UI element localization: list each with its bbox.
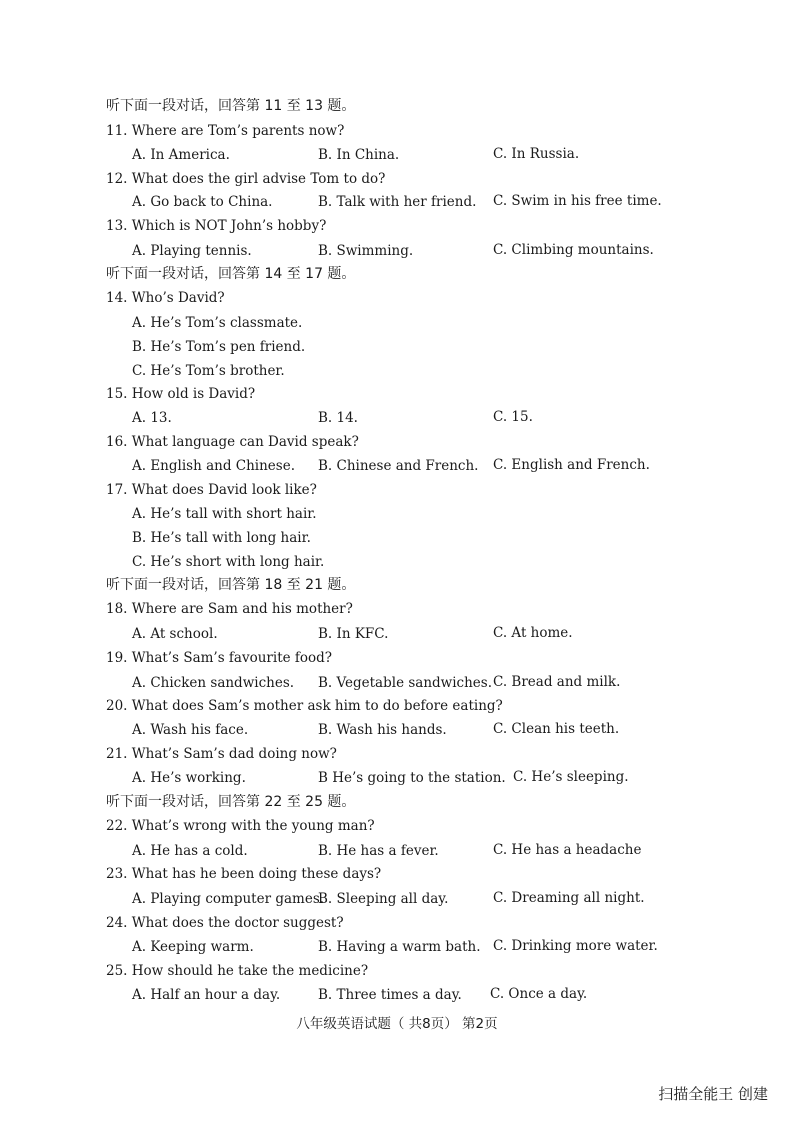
option-18-a: A. At school. xyxy=(132,626,218,642)
option-16-b: B. Chinese and French. xyxy=(318,458,479,474)
option-23-b: B. Sleeping all day. xyxy=(318,891,449,907)
option-25-c: C. Once a day. xyxy=(490,986,588,1002)
option-15-b: B. 14. xyxy=(318,410,358,426)
option-23-a: A. Playing computer games. xyxy=(132,891,325,907)
option-23-c: C. Dreaming all night. xyxy=(493,890,645,906)
option-24-b: B. Having a warm bath. xyxy=(318,939,481,955)
option-11-c: C. In Russia. xyxy=(493,146,580,162)
option-21-b: B He’s going to the station. xyxy=(318,770,506,786)
question-23: 23. What has he been doing these days? xyxy=(106,866,382,882)
option-16-c: C. English and French. xyxy=(493,457,650,473)
option-19-c: C. Bread and milk. xyxy=(493,674,621,690)
question-21: 21. What’s Sam’s dad doing now? xyxy=(106,746,337,762)
option-21-c: C. He’s sleeping. xyxy=(513,769,629,785)
option-25-b: B. Three times a day. xyxy=(318,987,462,1003)
section-header: 听下面一段对话，回答第 22 至 25 题。 xyxy=(106,794,356,810)
option-13-c: C. Climbing mountains. xyxy=(493,242,654,258)
option-24-c: C. Drinking more water. xyxy=(493,938,658,954)
question-25: 25. How should he take the medicine? xyxy=(106,963,369,979)
option-20-c: C. Clean his teeth. xyxy=(493,721,620,737)
option-22-a: A. He has a cold. xyxy=(132,843,248,859)
option-17-c: C. He’s short with long hair. xyxy=(132,554,325,570)
question-22: 22. What’s wrong with the young man? xyxy=(106,818,375,834)
option-22-b: B. He has a fever. xyxy=(318,843,439,859)
option-20-b: B. Wash his hands. xyxy=(318,722,447,738)
option-17-b: B. He’s tall with long hair. xyxy=(132,530,311,546)
question-20: 20. What does Sam’s mother ask him to do before eating? xyxy=(106,698,503,714)
section-header: 听下面一段对话，回答第 11 至 13 题。 xyxy=(106,98,356,114)
option-16-a: A. English and Chinese. xyxy=(132,458,295,474)
option-18-c: C. At home. xyxy=(493,625,573,641)
option-14-a: A. He’s Tom’s classmate. xyxy=(132,315,303,331)
question-17: 17. What does David look like? xyxy=(106,482,317,498)
option-13-b: B. Swimming. xyxy=(318,243,414,259)
question-15: 15. How old is David? xyxy=(106,386,256,402)
page-footer: 八年级英语试题（ 共8页） 第2页 xyxy=(296,1016,498,1032)
option-12-c: C. Swim in his free time. xyxy=(493,193,662,209)
option-13-a: A. Playing tennis. xyxy=(132,243,252,259)
question-14: 14. Who’s David? xyxy=(106,290,225,306)
option-12-b: B. Talk with her friend. xyxy=(318,194,477,210)
question-19: 19. What’s Sam’s favourite food? xyxy=(106,650,333,666)
question-12: 12. What does the girl advise Tom to do? xyxy=(106,171,386,187)
option-22-c: C. He has a headache xyxy=(493,842,642,858)
option-19-a: A. Chicken sandwiches. xyxy=(132,675,295,691)
option-17-a: A. He’s tall with short hair. xyxy=(132,506,317,522)
option-19-b: B. Vegetable sandwiches. xyxy=(318,675,492,691)
option-20-a: A. Wash his face. xyxy=(132,722,249,738)
option-11-a: A. In America. xyxy=(132,147,230,163)
option-14-c: C. He’s Tom’s brother. xyxy=(132,363,285,379)
option-24-a: A. Keeping warm. xyxy=(132,939,254,955)
option-25-a: A. Half an hour a day. xyxy=(132,987,281,1003)
option-18-b: B. In KFC. xyxy=(318,626,389,642)
option-12-a: A. Go back to China. xyxy=(132,194,273,210)
question-11: 11. Where are Tom’s parents now? xyxy=(106,123,345,139)
question-13: 13. Which is NOT John’s hobby? xyxy=(106,218,327,234)
section-header: 听下面一段对话，回答第 14 至 17 题。 xyxy=(106,266,356,282)
option-14-b: B. He’s Tom’s pen friend. xyxy=(132,339,306,355)
option-15-c: C. 15. xyxy=(493,409,533,425)
question-16: 16. What language can David speak? xyxy=(106,434,359,450)
option-15-a: A. 13. xyxy=(132,410,172,426)
question-18: 18. Where are Sam and his mother? xyxy=(106,601,353,617)
section-header: 听下面一段对话，回答第 18 至 21 题。 xyxy=(106,577,356,593)
question-24: 24. What does the doctor suggest? xyxy=(106,915,344,931)
scanner-watermark: 扫描全能王 创建 xyxy=(658,1085,768,1103)
option-11-b: B. In China. xyxy=(318,147,400,163)
option-21-a: A. He’s working. xyxy=(132,770,246,786)
